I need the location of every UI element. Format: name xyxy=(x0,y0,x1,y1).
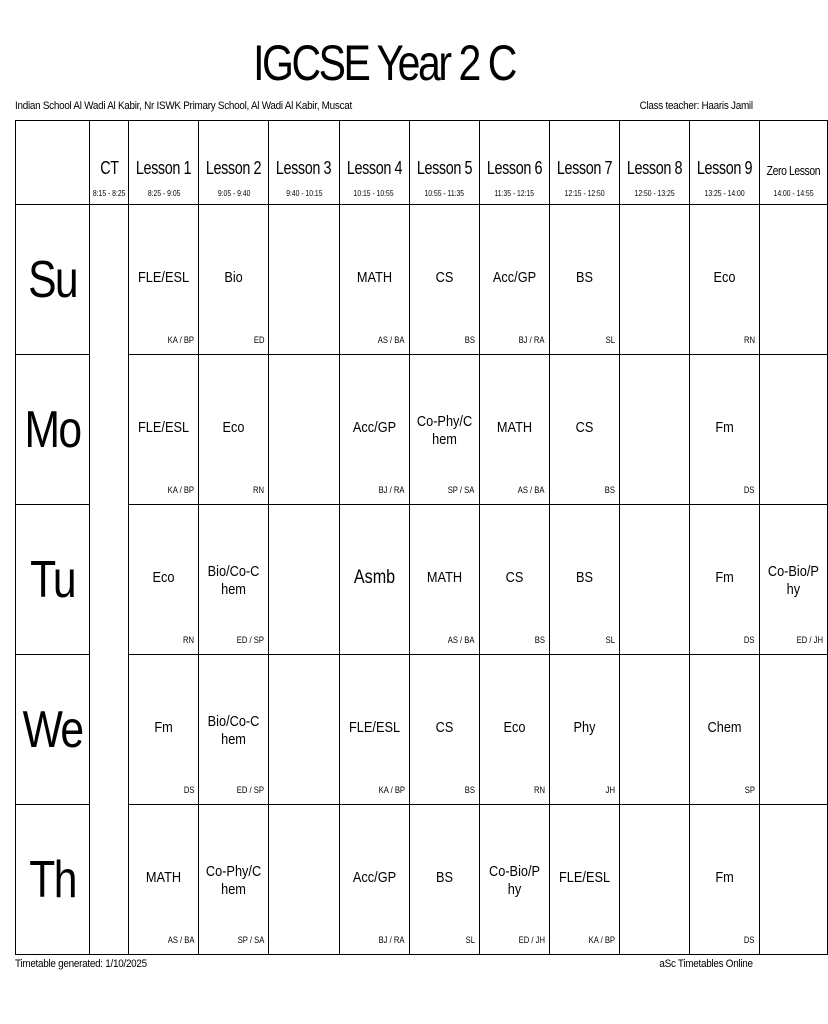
period-header xyxy=(549,121,619,205)
lesson-cell xyxy=(479,805,549,955)
lesson-cell xyxy=(689,655,759,805)
teacher-code: JH xyxy=(605,785,615,795)
day-row xyxy=(16,355,828,505)
teacher-code: BS xyxy=(464,785,475,795)
timetable-body xyxy=(16,121,828,955)
lesson-cell xyxy=(199,655,269,805)
subject-label: Phy xyxy=(573,719,596,736)
period-header xyxy=(689,121,759,205)
lesson-cell xyxy=(409,505,479,655)
teacher-code: KA / BP xyxy=(588,935,615,945)
day-row xyxy=(16,205,828,355)
subject-label: Fm xyxy=(154,719,174,736)
subject-label: CS xyxy=(435,269,453,286)
teacher-code: ED / JH xyxy=(796,635,823,645)
lesson-cell xyxy=(409,655,479,805)
period-header xyxy=(90,121,129,205)
subject-label: FLE/ESL xyxy=(348,719,400,736)
subject-label: Eco xyxy=(152,569,175,586)
lesson-cell xyxy=(549,505,619,655)
lesson-cell xyxy=(129,205,199,355)
lesson-cell xyxy=(269,655,339,805)
lesson-cell xyxy=(479,655,549,805)
teacher-code: BJ / RA xyxy=(378,485,405,495)
lesson-cell xyxy=(549,655,619,805)
subject-label: Acc/GP xyxy=(352,869,396,886)
lesson-cell xyxy=(619,205,689,355)
teacher-code: ED xyxy=(253,335,265,345)
period-label: Lesson 2 xyxy=(206,158,262,178)
period-time: 8:25 - 9:05 xyxy=(147,189,181,198)
period-label: Lesson 9 xyxy=(696,158,752,178)
period-time: 8:15 - 8:25 xyxy=(92,189,126,198)
teacher-code: SL xyxy=(605,635,615,645)
period-header xyxy=(269,121,339,205)
generated-date: Timetable generated: 1/10/2025 xyxy=(15,958,147,970)
lesson-cell xyxy=(409,205,479,355)
lesson-cell xyxy=(129,655,199,805)
lesson-cell xyxy=(759,205,827,355)
subject-label: Asmb xyxy=(353,567,395,588)
teacher-code: BS xyxy=(604,485,615,495)
day-name: Su xyxy=(28,250,77,309)
teacher-code: RN xyxy=(533,785,545,795)
lesson-cell xyxy=(549,805,619,955)
period-time: 10:55 - 11:35 xyxy=(424,189,464,198)
subject-label: Bio xyxy=(224,269,244,286)
teacher-code: KA / BP xyxy=(167,335,195,345)
lesson-cell xyxy=(269,505,339,655)
teacher-code: AS / BA xyxy=(167,935,195,945)
teacher-code: DS xyxy=(744,485,755,495)
lesson-cell xyxy=(129,505,199,655)
teacher-code: SP xyxy=(744,785,755,795)
period-time: 9:40 - 10:15 xyxy=(285,189,323,198)
period-time: 12:15 - 12:50 xyxy=(564,189,605,198)
period-label: CT xyxy=(99,158,119,178)
teacher-code: BS xyxy=(534,635,545,645)
teacher-code: ED / JH xyxy=(518,935,545,945)
subject-label: FLE/ESL xyxy=(558,869,610,886)
lesson-cell xyxy=(339,505,409,655)
teacher-code: SL xyxy=(605,335,615,345)
period-time: 9:05 - 9:40 xyxy=(217,189,251,198)
teacher-code: DS xyxy=(744,635,755,645)
lesson-cell xyxy=(479,505,549,655)
lesson-cell xyxy=(689,205,759,355)
day-cell xyxy=(16,655,90,805)
lesson-cell xyxy=(409,805,479,955)
day-name: We xyxy=(22,700,83,759)
subject-label: Acc/GP xyxy=(352,419,396,436)
period-label: Lesson 8 xyxy=(626,158,682,178)
period-header xyxy=(129,121,199,205)
lesson-cell xyxy=(689,505,759,655)
subject-label: MATH xyxy=(426,569,462,586)
subject-label: MATH xyxy=(356,269,392,286)
teacher-code: BJ / RA xyxy=(378,935,405,945)
lesson-cell xyxy=(199,805,269,955)
period-header xyxy=(619,121,689,205)
subject-label: Co-Bio/Phy xyxy=(767,563,819,598)
lesson-cell xyxy=(619,355,689,505)
subject-label: Co-Bio/Phy xyxy=(488,863,540,898)
period-label: Lesson 7 xyxy=(556,158,612,178)
teacher-code: AS / BA xyxy=(517,485,545,495)
lesson-cell xyxy=(199,505,269,655)
class-teacher: Class teacher: Haaris Jamil xyxy=(639,100,753,112)
subject-label: BS xyxy=(435,869,453,886)
subject-label: Fm xyxy=(715,419,734,436)
lesson-cell xyxy=(269,205,339,355)
teacher-code: RN xyxy=(183,635,195,645)
teacher-code: ED / SP xyxy=(237,785,265,795)
lesson-cell xyxy=(129,805,199,955)
teacher-code: SP / SA xyxy=(447,485,475,495)
header-row xyxy=(16,121,828,205)
period-time: 10:15 - 10:55 xyxy=(353,189,395,198)
lesson-cell xyxy=(759,505,827,655)
day-row xyxy=(16,805,828,955)
lesson-cell xyxy=(619,805,689,955)
period-label: Lesson 1 xyxy=(136,158,192,178)
lesson-cell xyxy=(339,655,409,805)
teacher-code: RN xyxy=(253,485,265,495)
teacher-code: RN xyxy=(743,335,755,345)
teacher-code: ED / SP xyxy=(237,635,265,645)
period-label: Lesson 3 xyxy=(276,158,332,178)
day-cell xyxy=(16,505,90,655)
period-label: Lesson 5 xyxy=(416,158,472,178)
teacher-code: SP / SA xyxy=(237,935,265,945)
day-name: Tu xyxy=(30,550,75,609)
subject-label: Acc/GP xyxy=(492,269,536,286)
subject-label: Bio/Co-Chem xyxy=(208,563,260,598)
period-header xyxy=(479,121,549,205)
subject-label: Chem xyxy=(707,719,742,736)
subject-label: CS xyxy=(435,719,453,736)
day-row xyxy=(16,655,828,805)
corner-cell xyxy=(16,121,90,205)
lesson-cell xyxy=(549,355,619,505)
school-name: Indian School Al Wadi Al Kabir, Nr ISWK Primary School, Al Wadi Al Kabir, Muscat xyxy=(15,100,352,112)
lesson-cell xyxy=(689,355,759,505)
lesson-cell xyxy=(339,355,409,505)
subject-label: Fm xyxy=(715,569,734,586)
period-label: Lesson 6 xyxy=(486,158,542,178)
period-time: 11:35 - 12:15 xyxy=(494,189,534,198)
subject-label: MATH xyxy=(496,419,532,436)
lesson-cell xyxy=(759,805,827,955)
page-title: IGCSE Year 2 C xyxy=(253,35,515,91)
period-time: 12:50 - 13:25 xyxy=(634,189,675,198)
lesson-cell xyxy=(129,355,199,505)
teacher-code: SL xyxy=(465,935,475,945)
subject-label: Bio/Co-Chem xyxy=(208,713,260,748)
subject-label: Eco xyxy=(713,269,736,286)
lesson-cell xyxy=(199,355,269,505)
teacher-code: KA / BP xyxy=(378,785,405,795)
day-name: Th xyxy=(29,850,76,909)
teacher-code: DS xyxy=(744,935,755,945)
subject-label: FLE/ESL xyxy=(138,419,190,436)
lesson-cell xyxy=(339,205,409,355)
subject-label: BS xyxy=(575,269,593,286)
subject-label: CS xyxy=(505,569,524,586)
period-time: 13:25 - 14:00 xyxy=(704,189,745,198)
lesson-cell xyxy=(339,805,409,955)
subject-label: FLE/ESL xyxy=(138,269,190,286)
subject-label: Co-Phy/Chem xyxy=(416,413,472,448)
teacher-code: BJ / RA xyxy=(518,335,545,345)
ct-cell xyxy=(90,205,129,955)
day-cell xyxy=(16,355,90,505)
subject-label: Eco xyxy=(222,419,245,436)
subject-label: MATH xyxy=(146,869,182,886)
period-label: Lesson 4 xyxy=(346,158,402,178)
lesson-cell xyxy=(199,205,269,355)
period-label: Zero Lesson xyxy=(766,162,820,178)
lesson-cell xyxy=(409,355,479,505)
subject-label: Eco xyxy=(503,719,526,736)
lesson-cell xyxy=(269,805,339,955)
subject-label: Co-Phy/Chem xyxy=(206,863,262,898)
period-header xyxy=(759,121,827,205)
lesson-cell xyxy=(619,655,689,805)
lesson-cell xyxy=(269,355,339,505)
day-cell xyxy=(16,205,90,355)
teacher-code: DS xyxy=(183,785,195,795)
period-header xyxy=(409,121,479,205)
lesson-cell xyxy=(619,505,689,655)
software-credit: aSc Timetables Online xyxy=(659,958,753,970)
lesson-cell xyxy=(759,355,827,505)
lesson-cell xyxy=(759,655,827,805)
subject-label: CS xyxy=(575,419,594,436)
lesson-cell xyxy=(689,805,759,955)
period-header xyxy=(339,121,409,205)
day-name: Mo xyxy=(24,400,81,459)
period-time: 14:00 - 14:55 xyxy=(773,188,814,198)
timetable-grid xyxy=(15,120,828,955)
teacher-code: BS xyxy=(464,335,475,345)
day-cell xyxy=(16,805,90,955)
lesson-cell xyxy=(479,205,549,355)
period-header xyxy=(199,121,269,205)
teacher-code: KA / BP xyxy=(167,485,195,495)
subject-label: BS xyxy=(575,569,593,586)
lesson-cell xyxy=(479,355,549,505)
subject-label: Fm xyxy=(715,869,734,886)
teacher-code: AS / BA xyxy=(447,635,475,645)
lesson-cell xyxy=(549,205,619,355)
teacher-code: AS / BA xyxy=(377,335,405,345)
day-row xyxy=(16,505,828,655)
